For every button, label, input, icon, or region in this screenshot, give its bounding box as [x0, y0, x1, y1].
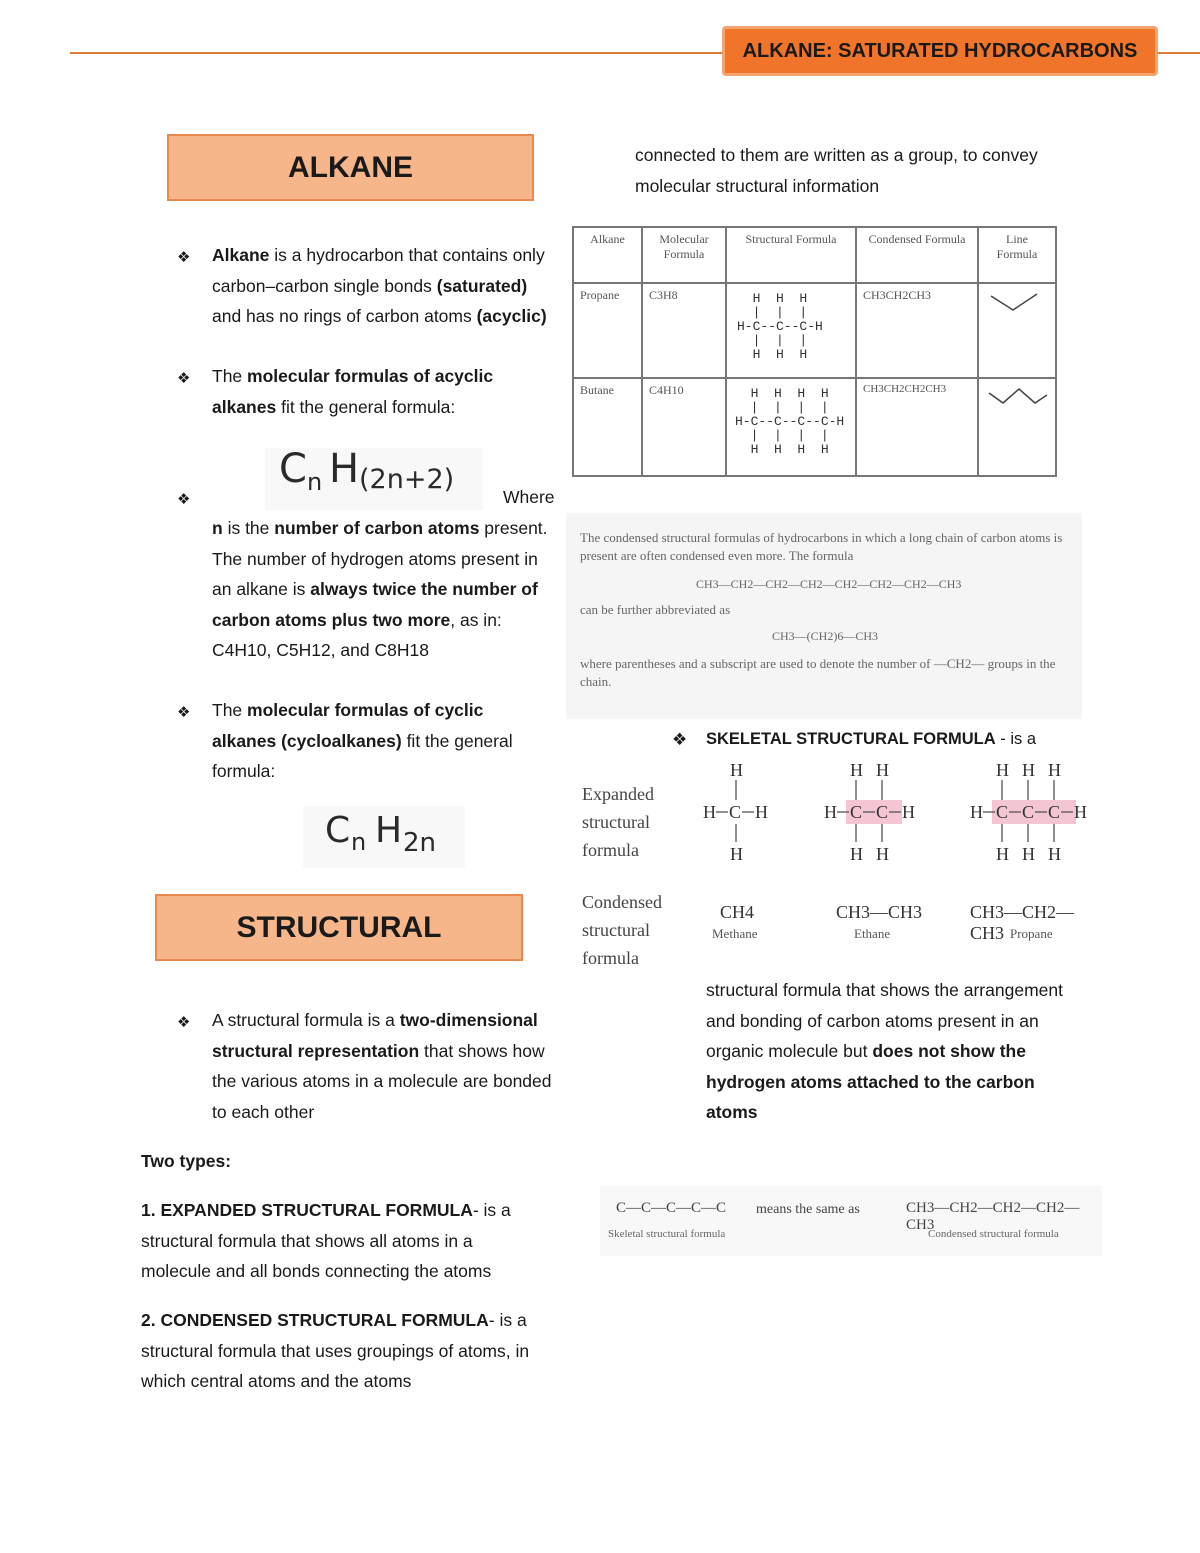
svg-text:H: H — [1048, 844, 1061, 864]
svg-text:H: H — [824, 802, 837, 822]
condensed-para-2: can be further abbreviated as — [580, 602, 731, 617]
cyclic-formula-text: The molecular formulas of cyclic alkanes (cycloalkanes) fit the general formula: — [212, 700, 513, 781]
molecule-name: Propane — [1010, 926, 1053, 941]
two-types-heading: Two types: — [141, 1151, 232, 1171]
condensed-formula-label: Condensed structural formula — [928, 1228, 1059, 1240]
table-header: Structural Formula — [726, 227, 856, 283]
svg-text:H: H — [902, 802, 915, 822]
svg-text:H: H — [1048, 760, 1061, 780]
skeletal-formula: C—C—C—C—C — [616, 1200, 727, 1216]
molecule-formula: CH3—CH3 — [836, 902, 923, 922]
atom-h: H — [755, 802, 768, 822]
svg-text:C: C — [1048, 802, 1061, 822]
skeletal-formula-label: Skeletal structural formula — [608, 1228, 726, 1240]
table-cell: CH3CH2CH3 — [856, 283, 978, 378]
table-header: Condensed Formula — [856, 227, 978, 283]
table-header: Line Formula — [978, 227, 1056, 283]
condensed-para-1: The condensed structural formulas of hydrocarbons in which a long chain of carbon atoms is present are often condensed even more. The formula — [580, 530, 1063, 563]
svg-text:H: H — [876, 844, 889, 864]
expanded-structures-svg — [566, 756, 1100, 876]
table-cell: Propane — [573, 283, 642, 378]
expanded-structural-text: 1. EXPANDED STRUCTURAL FORMULA- is a structural formula that shows all atoms in a molecule and all bonds connecting the atoms — [141, 1200, 511, 1281]
alkane-table — [572, 226, 1057, 477]
line-formula-icon — [985, 288, 1045, 318]
table-header: Molecular Formula — [642, 227, 726, 283]
table-cell: CH3CH2CH2CH3 — [856, 378, 978, 476]
acyclic-formula-text: The molecular formulas of acyclic alkanes fit the general formula: — [212, 366, 494, 417]
diamond-bullet-icon: ❖ — [177, 704, 191, 721]
acyclic-general-formula: C n H (2n+2) — [265, 448, 483, 510]
expanded-condensed-figure — [566, 756, 1100, 974]
molecule-name: Ethane — [854, 926, 891, 941]
condensed-formula-long: CH3—CH2—CH2—CH2—CH2—CH2—CH2—CH3 — [696, 577, 962, 591]
diamond-bullet-icon: ❖ — [177, 491, 191, 508]
alkane-section-title: ALKANE — [167, 134, 534, 201]
condensed-structural-text: 2. CONDENSED STRUCTURAL FORMULA- is a structural formula that uses groupings of atoms, in which central atoms and the atoms — [141, 1310, 530, 1391]
header-rule-right — [1158, 52, 1200, 54]
table-header: Alkane — [573, 227, 642, 283]
cyclic-general-formula: C n H 2n — [303, 806, 465, 868]
structural-definition: A structural formula is a two-dimensional structural representation that shows how the various atoms in a molecule are bonded to each other — [212, 1010, 552, 1122]
alkane-definition: Alkane is a hydrocarbon that contains only carbon–carbon single bonds (saturated) and has no rings of carbon atoms (acyclic) — [212, 245, 547, 326]
svg-text:H: H — [996, 844, 1009, 864]
svg-text:H: H — [1022, 844, 1035, 864]
condensed-explanation-box — [566, 513, 1082, 719]
propane-structure: H H H | | | H-C--C--C-H | | | H H H — [726, 283, 856, 378]
atom-h: H — [703, 802, 716, 822]
butane-structure: H H H H | | | | H-C--C--C--C-H | | | | H H H H — [726, 378, 856, 476]
atom-c: C — [729, 802, 742, 822]
diamond-bullet-icon: ❖ — [672, 730, 688, 749]
svg-text:H: H — [876, 760, 889, 780]
svg-text:C: C — [1022, 802, 1035, 822]
table-cell: C4H10 — [642, 378, 726, 476]
propane-line-formula — [978, 283, 1056, 378]
carbon-count-text: n is the number of carbon atoms present. The number of hydrogen atoms present in an alkane is always twice the number of carbon atoms plus two more, as in: C4H10, C5H12, and C8H18 — [212, 518, 548, 660]
condensed-para-3: where parentheses and a subscript are used to denote the number of —CH2— groups in the chain. — [580, 656, 1056, 689]
condensed-continued-text: connected to them are written as a group, to convey molecular structural information — [635, 145, 1038, 196]
skeletal-comparison-figure — [600, 1186, 1102, 1256]
atom-h: H — [730, 844, 743, 864]
condensed-label: Condensed structural formula — [582, 892, 662, 968]
means-same-label: means the same as — [756, 1202, 860, 1217]
table-cell: C3H8 — [642, 283, 726, 378]
atom-h: H — [730, 760, 743, 780]
condensed-formula-short: CH3—(CH2)6—CH3 — [772, 629, 879, 643]
structural-section-title: STRUCTURAL — [155, 894, 523, 961]
svg-text:H: H — [1022, 760, 1035, 780]
diamond-bullet-icon: ❖ — [177, 249, 191, 266]
skeletal-definition: structural formula that shows the arrangement and bonding of carbon atoms present in an organic molecule but does not show the hydrogen atoms attached to the carbon atoms — [706, 980, 1063, 1122]
header-rule-left — [70, 52, 722, 54]
molecule-formula: CH3—CH2—CH3 — [970, 902, 1075, 943]
header-title: ALKANE: SATURATED HYDROCARBONS — [722, 26, 1158, 76]
svg-text:H: H — [1074, 802, 1087, 822]
svg-text:C: C — [850, 802, 863, 822]
condensed-formula: CH3—CH2—CH2—CH2—CH3 — [906, 1200, 1080, 1233]
molecule-formula: CH4 — [720, 902, 755, 922]
svg-text:C: C — [876, 802, 889, 822]
where-label: Where — [503, 487, 555, 507]
expanded-label: Expanded structural formula — [582, 784, 654, 860]
molecule-name: Methane — [712, 926, 758, 941]
skeletal-heading: SKELETAL STRUCTURAL FORMULA - is a — [706, 730, 1036, 748]
line-formula-icon — [985, 383, 1049, 413]
svg-text:C: C — [996, 802, 1009, 822]
svg-text:H: H — [996, 760, 1009, 780]
svg-text:H: H — [850, 760, 863, 780]
diamond-bullet-icon: ❖ — [177, 370, 191, 387]
table-cell: Butane — [573, 378, 642, 476]
svg-text:H: H — [970, 802, 983, 822]
butane-line-formula — [978, 378, 1056, 476]
svg-text:H: H — [850, 844, 863, 864]
diamond-bullet-icon: ❖ — [177, 1014, 191, 1031]
